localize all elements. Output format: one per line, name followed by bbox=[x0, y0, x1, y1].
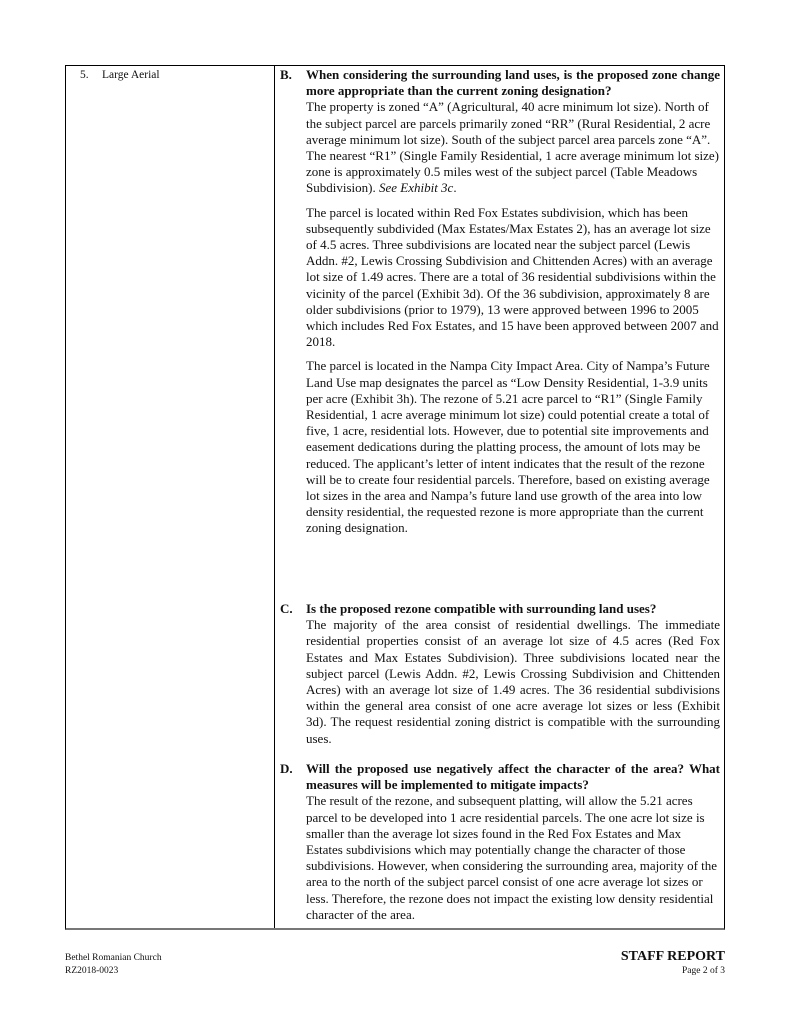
section-letter: C. bbox=[280, 601, 293, 616]
paragraph: The property is zoned “A” (Agricultural, 40 acre minimum lot size). North of the subject parcel are parcels primarily zoned “RR” (Rural Residential, 2 acre average minimum lot size). South of the subject parcel area parcels zone “A”. The nearest “R1” (Single Family Residential, 1 acre average minimum lot size) zone is approximately 0.5 miles west of the subject parcel (Table Meadows Subdivision). See Exhibit 3c. bbox=[306, 99, 719, 196]
exhibit-item-large-aerial bbox=[80, 68, 160, 82]
section-c bbox=[280, 601, 720, 747]
exhibit-label: Large Aerial bbox=[102, 69, 160, 81]
exhibits-column bbox=[66, 66, 275, 928]
criteria-table bbox=[65, 65, 725, 930]
section-question: Will the proposed use negatively affect the character of the area? What measures will be implemented to mitigate impacts? bbox=[306, 761, 720, 793]
findings-column bbox=[276, 66, 724, 928]
section-letter: D. bbox=[280, 761, 293, 776]
section-letter: B. bbox=[280, 67, 292, 82]
footer-right bbox=[621, 948, 725, 978]
exhibit-reference: See Exhibit 3c bbox=[378, 180, 454, 196]
paragraph: The parcel is located within Red Fox Estates subdivision, which has been subsequently subdivided (Max Estates/Max Estates 2), has an average lot size of 4.5 acres. Three subdivisions are located near the subject parcel (Lewis Addn. #2, Lewis Crossing Subdivision and Chittenden Acres) with an average lot size of 1.49 acres. There are a total of 36 residential subdivisions within the vicinity of the parcel (Exhibit 3d). Of the 36 subdivision, approximately 8 are older subdivisions (prior to 1979), 13 were approved between 1996 to 2005 which includes Red Fox Estates, and 15 have been approved between 2007 and 2018. bbox=[306, 204, 719, 350]
page-number: Page 2 of 3 bbox=[681, 966, 725, 976]
exhibit-number: 5. bbox=[80, 69, 89, 81]
paragraph: The majority of the area consist of residential dwellings. The immediate residential properties consist of an average lot size of 4.5 acres (Red Fox Estates and Max Estates Subdivision). Three subdivisions located near the subject parcel (Lewis Addn. #2, Lewis Crossing Subdivision and Chittenden Acres) with an average lot size of 1.49 acres. The 36 residential subdivisions within the general area consist of one acre average lot sizes or less (Exhibit 3d). The request residential zoning district is compatible with the surrounding uses. bbox=[306, 617, 720, 746]
paragraph: The parcel is located in the Nampa City Impact Area. City of Nampa’s Future Land Use map designates the parcel as “Low Density Residential, 1-3.9 units per acre (Exhibit 3h). The rezone of 5.21 acre parcel to “R1” (Single Family Residential, 1 acre average minimum lot size) could potential create a total of five, 1 acre, residential lots. However, due to potential site improvements and easement dedications during the platting process, the amount of lots may be reduced. The applicant’s letter of intent indicates that the result of the rezone will be to create four residential parcels. Therefore, based on existing average lot sizes in the area and Nampa’s future land use growth of the area into low density residential, the requested rezone is more appropriate than the current zoning designation. bbox=[306, 358, 710, 536]
section-b bbox=[280, 67, 720, 537]
case-number: RZ2018-0023 bbox=[65, 966, 119, 976]
paragraph: The result of the rezone, and subsequent platting, will allow the 5.21 acres parcel to be developed into 1 acre residential parcels. The one acre lot size is smaller than the average lot sizes found in the Red Fox Estates and Max Estates subdivisions which may potentially change the character of those subdivisions. However, when considering the surrounding area, majority of the area to the north of the subject parcel consist of one acre average lot sizes or less. Therefore, the rezone does not impact the existing low density residential character of the area. bbox=[306, 793, 718, 922]
section-question: Is the proposed rezone compatible with surrounding land uses? bbox=[306, 601, 657, 616]
report-title: STAFF REPORT bbox=[620, 949, 725, 964]
footer-left bbox=[65, 952, 162, 978]
applicant-name: Bethel Romanian Church bbox=[65, 953, 162, 963]
section-d bbox=[280, 761, 720, 923]
section-question: When considering the surrounding land uses, is the proposed zone change more appropriate than the current zoning designation? bbox=[306, 67, 720, 99]
